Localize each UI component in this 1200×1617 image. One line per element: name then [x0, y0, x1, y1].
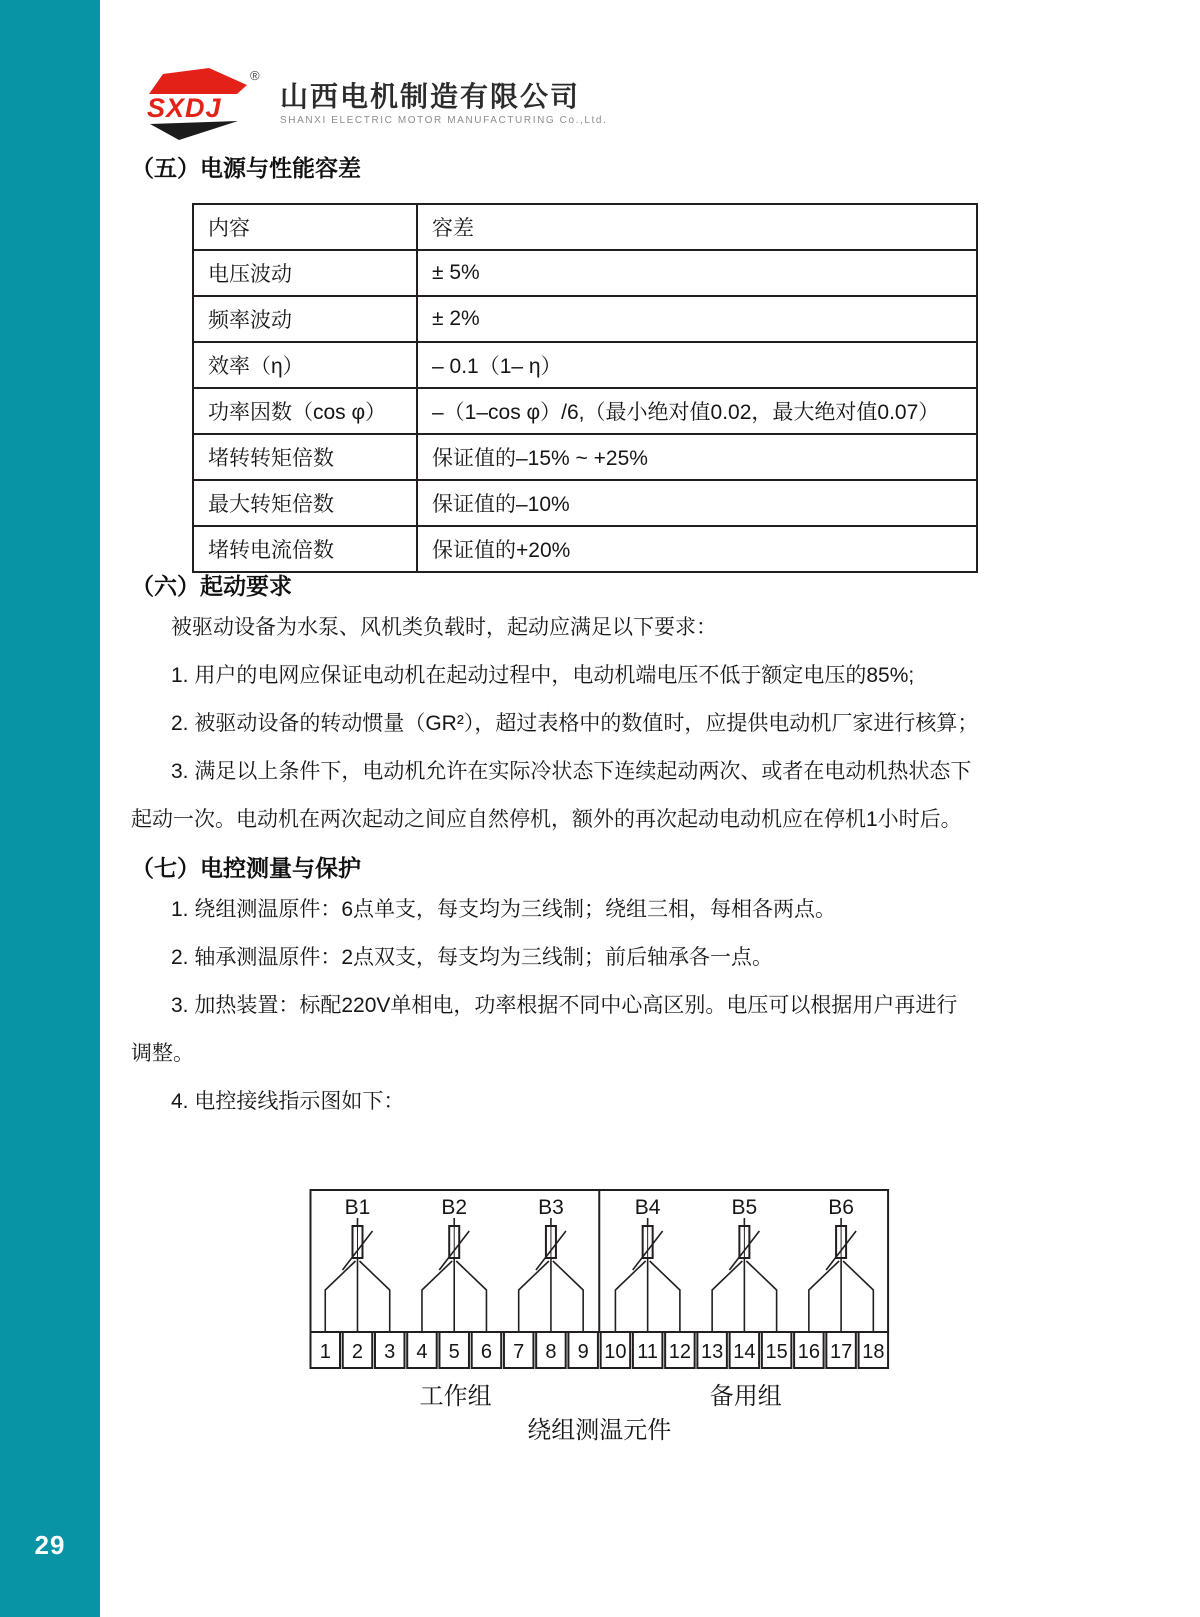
paragraph-line: 1. 绕组测温原件：6点单支，每支均为三线制；绕组三相，每相各两点。	[171, 898, 837, 921]
table-cell-item: 频率波动	[193, 296, 417, 342]
terminal-number: 9	[577, 1341, 589, 1363]
wire-right	[746, 1261, 776, 1332]
wire-left	[519, 1261, 549, 1332]
paragraph-line: 1. 用户的电网应保证电动机在起动过程中，电动机端电压不低于额定电压的85%;	[171, 664, 915, 687]
table-row	[193, 480, 977, 526]
logo-icon	[146, 66, 268, 142]
group-label-backup: 备用组	[709, 1383, 782, 1410]
table-cell-item: 堵转电流倍数	[193, 526, 417, 572]
sensor-label: B1	[344, 1196, 371, 1219]
paragraph-line: 3. 满足以上条件下，电动机允许在实际冷状态下连续起动两次、或者在电动机热状态下	[171, 760, 972, 783]
section7-title: （七）电控测量与保护	[131, 855, 361, 881]
terminal-number: 15	[765, 1341, 788, 1363]
wire-right	[359, 1261, 389, 1332]
table-cell-tolerance: 保证值的+20%	[417, 526, 977, 572]
sidebar-accent-bar	[0, 0, 100, 1617]
section7-paragraphs	[131, 886, 1081, 1126]
table-cell-item: 效率（η）	[193, 342, 417, 388]
logo-abbr-text: SXDJ	[147, 93, 222, 123]
sensor-label: B5	[731, 1196, 758, 1219]
logo-swoosh-shape	[150, 121, 238, 140]
table-header-row	[193, 204, 977, 250]
wire-left	[422, 1261, 452, 1332]
wire-left	[325, 1261, 355, 1332]
tolerance-table	[192, 203, 978, 573]
table-row	[193, 526, 977, 572]
terminal-number: 11	[637, 1341, 659, 1363]
section5-title: （五）电源与性能容差	[131, 155, 361, 181]
table-row	[193, 250, 977, 296]
wiring-diagram-svg	[308, 1186, 892, 1466]
paragraph-line: 3. 加热装置：标配220V单相电，功率根据不同中心高区别。电压可以根据用户再进行	[171, 994, 958, 1017]
paragraph-line: 2. 被驱动设备的转动惯量（GR²），超过表格中的数值时，应提供电动机厂家进行核算；	[171, 712, 979, 735]
section6-title: （六）起动要求	[131, 573, 292, 599]
table-cell-item: 最大转矩倍数	[193, 480, 417, 526]
terminal-number: 6	[480, 1341, 493, 1363]
paragraph-line: 被驱动设备为水泵、风机类负载时，起动应满足以下要求：	[171, 616, 717, 639]
table-cell-item: 功率因数（cos φ）	[193, 388, 417, 434]
terminal-number: 17	[829, 1341, 853, 1363]
table-cell-item: 堵转转矩倍数	[193, 434, 417, 480]
terminal-number: 18	[862, 1341, 885, 1363]
wire-right	[843, 1261, 873, 1332]
paragraph-line: 起动一次。电动机在两次起动之间应自然停机，额外的再次起动电动机应在停机1小时后。	[131, 808, 962, 831]
group-label-working: 工作组	[419, 1383, 492, 1410]
paragraph-line: 4. 电控接线指示图如下：	[171, 1090, 405, 1113]
terminal-number: 5	[448, 1341, 460, 1363]
table-cell-item: 内容	[193, 204, 417, 250]
sensor-label: B4	[634, 1196, 661, 1219]
company-name-en: SHANXI ELECTRIC MOTOR MANUFACTURING Co.,Ltd.	[280, 115, 608, 126]
table-cell-tolerance: 保证值的–10%	[417, 480, 977, 526]
terminal-number: 13	[701, 1341, 724, 1363]
table-cell-tolerance: ± 2%	[417, 296, 977, 342]
section6-paragraphs	[131, 604, 1081, 844]
wire-left	[712, 1261, 742, 1332]
table-row	[193, 388, 977, 434]
paragraph-line: 2. 轴承测温原件：2点双支，每支均为三线制；前后轴承各一点。	[171, 946, 774, 969]
diagram-caption: 绕组测温元件	[527, 1417, 672, 1444]
table-cell-tolerance: – 0.1（1– η）	[417, 342, 977, 388]
terminal-number: 16	[797, 1341, 820, 1363]
sensor-label: B2	[441, 1196, 468, 1219]
terminal-number: 2	[351, 1341, 364, 1363]
terminal-number: 7	[513, 1341, 525, 1363]
wire-right	[553, 1261, 583, 1332]
terminal-number: 1	[319, 1341, 331, 1363]
table-row	[193, 296, 977, 342]
sensor-label: B3	[538, 1196, 564, 1219]
page-number: 29	[34, 1530, 66, 1560]
table-cell-tolerance: –（1–cos φ）/6,（最小绝对值0.02，最大绝对值0.07）	[417, 388, 977, 434]
registered-mark: ®	[250, 68, 260, 83]
wire-right	[650, 1261, 680, 1332]
logo-roof-shape	[149, 68, 247, 94]
terminal-number: 4	[416, 1341, 428, 1363]
wire-left	[615, 1261, 645, 1332]
table-cell-item: 电压波动	[193, 250, 417, 296]
table-cell-tolerance: 保证值的–15% ~ +25%	[417, 434, 977, 480]
wire-right	[456, 1261, 486, 1332]
wire-left	[809, 1261, 839, 1332]
table-row	[193, 342, 977, 388]
wiring-diagram	[308, 1186, 892, 1466]
terminal-number: 14	[733, 1341, 756, 1363]
table-cell-tolerance: ± 5%	[417, 250, 977, 296]
company-name-cn: 山西电机制造有限公司	[280, 81, 581, 112]
terminal-number: 12	[668, 1341, 692, 1363]
company-name-block	[280, 66, 607, 126]
table-row	[193, 434, 977, 480]
terminal-number: 3	[384, 1341, 396, 1363]
table-cell-tolerance: 容差	[417, 204, 977, 250]
paragraph-line: 调整。	[131, 1042, 194, 1065]
company-logo	[146, 66, 607, 142]
terminal-number: 10	[604, 1341, 627, 1363]
sensor-label: B6	[828, 1196, 854, 1219]
terminal-number: 8	[545, 1341, 557, 1363]
